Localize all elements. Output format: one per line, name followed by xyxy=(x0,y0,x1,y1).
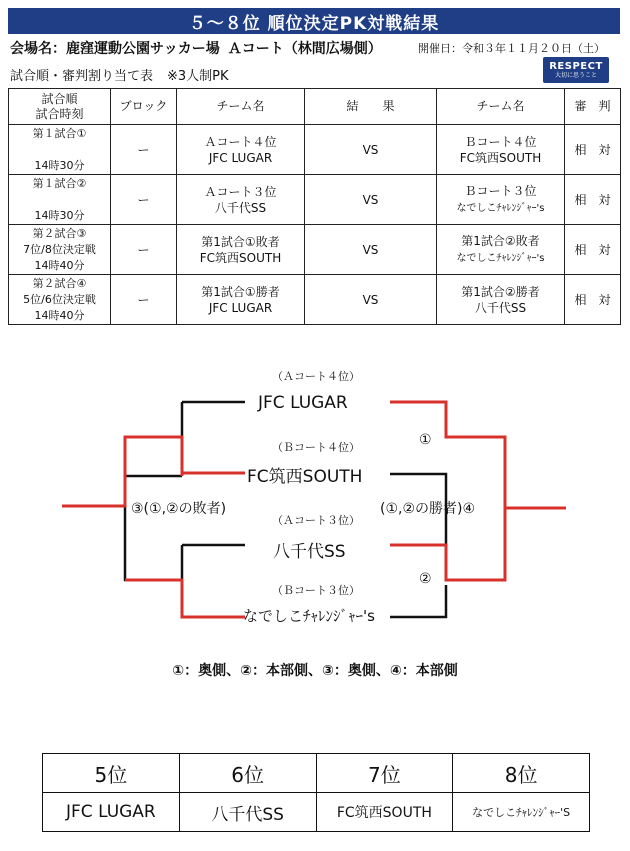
rank-8th-team: なでしこﾁｬﾚﾝｼﾞｬｰ'S xyxy=(453,793,590,832)
winner-path-nadeshiko xyxy=(125,580,245,617)
bracket-src-3: （Ａコート３位） xyxy=(272,514,360,527)
rank-7th-team: FC筑西SOUTH xyxy=(316,793,453,832)
bracket-src-1: （Ａコート４位） xyxy=(272,370,360,383)
bracket-team-3: 八千代SS xyxy=(273,542,346,562)
header-team-b: チーム名 xyxy=(437,89,565,125)
losers-match-label: ③(①,②の敗者) xyxy=(131,501,227,517)
cell-order: 第１試合① 14時30分 xyxy=(9,125,111,175)
respect-logo xyxy=(543,57,609,83)
page-title: ５～８位 順位決定PK対戦結果 xyxy=(8,8,620,34)
header-order-time: 試合順 試合時刻 xyxy=(9,89,111,125)
rank-8th: 8位 xyxy=(453,754,590,793)
match-2-marker: ② xyxy=(419,571,432,587)
cell-result: VS xyxy=(305,275,437,325)
table-row xyxy=(9,275,621,325)
rank-6th: 6位 xyxy=(179,754,316,793)
cell-order: 第２試合④ 5位/6位決定戦 14時40分 xyxy=(9,275,111,325)
winner-path-final-right xyxy=(390,402,566,508)
subtitle: 試合順・審判割り当て表 xyxy=(10,69,154,84)
winner-path-final-left xyxy=(62,437,182,506)
respect-logo-sub: 大切に思うこと xyxy=(554,71,597,79)
rank-5th-team: JFC LUGAR xyxy=(43,793,180,832)
cell-order: 第２試合③ 7位/8位決定戦 14時40分 xyxy=(9,225,111,275)
winner-path-fc-chikusei xyxy=(182,437,245,476)
cell-team-a: Ａコート４位 JFC LUGAR xyxy=(177,125,305,175)
cell-team-a: Ａコート３位 八千代SS xyxy=(177,175,305,225)
cell-team-b: Ｂコート３位 なでしこﾁｬﾚﾝｼﾞｬｰ's xyxy=(437,175,565,225)
bracket-team-2: FC筑西SOUTH xyxy=(247,467,363,487)
ranking-places-row xyxy=(43,754,590,793)
court-legend: ①：奥側、②：本部側、③：奥側、④：本部側 xyxy=(172,663,458,679)
venue-name: 会場名：鹿窪運動公園サッカー場 xyxy=(10,41,220,57)
table-row xyxy=(9,175,621,225)
winner-path-yachiyo xyxy=(390,508,505,580)
cell-referee: 相 対 xyxy=(565,225,621,275)
format-note: ※3人制PK xyxy=(167,69,229,84)
table-row xyxy=(9,125,621,175)
cell-order: 第１試合② 14時30分 xyxy=(9,175,111,225)
winners-match-label: (①,②の勝者)④ xyxy=(380,501,476,517)
cell-team-b: 第1試合②敗者 なでしこﾁｬﾚﾝｼﾞｬｰ's xyxy=(437,225,565,275)
rank-6th-team: 八千代SS xyxy=(179,793,316,832)
ranking-table xyxy=(42,753,590,832)
bracket-team-1: JFC LUGAR xyxy=(258,393,348,413)
respect-logo-main: RESPECT xyxy=(549,60,603,72)
cell-result: VS xyxy=(305,175,437,225)
venue-line xyxy=(10,38,382,58)
header-referee: 審 判 xyxy=(565,89,621,125)
table-row xyxy=(9,225,621,275)
cell-team-b: Ｂコート４位 FC筑西SOUTH xyxy=(437,125,565,175)
cell-team-a: 第1試合①敗者 FC筑西SOUTH xyxy=(177,225,305,275)
header-result: 結 果 xyxy=(305,89,437,125)
court-name: Ａコート（林間広場側） xyxy=(227,41,382,57)
event-date: 開催日：令和３年１１月２０日（土） xyxy=(418,42,605,55)
cell-block: ー xyxy=(111,225,177,275)
cell-team-a: 第1試合①勝者 JFC LUGAR xyxy=(177,275,305,325)
header-team-a: チーム名 xyxy=(177,89,305,125)
match-1-marker: ① xyxy=(419,432,432,448)
bracket-src-4: （Ｂコート３位） xyxy=(272,584,360,597)
cell-block: ー xyxy=(111,275,177,325)
cell-block: ー xyxy=(111,125,177,175)
cell-referee: 相 対 xyxy=(565,175,621,225)
cell-referee: 相 対 xyxy=(565,275,621,325)
cell-result: VS xyxy=(305,125,437,175)
ranking-teams-row xyxy=(43,793,590,832)
cell-block: ー xyxy=(111,175,177,225)
rank-7th: 7位 xyxy=(316,754,453,793)
table-header-row xyxy=(9,89,621,125)
subtitle-line xyxy=(10,65,229,84)
bracket-team-4: なでしこﾁｬﾚﾝｼﾞｬｰ's xyxy=(243,607,375,625)
cell-referee: 相 対 xyxy=(565,125,621,175)
cell-team-b: 第1試合②勝者 八千代SS xyxy=(437,275,565,325)
bracket-src-2: （Ｂコート４位） xyxy=(272,441,360,454)
header-block: ブロック xyxy=(111,89,177,125)
match-schedule-table xyxy=(8,88,621,325)
cell-result: VS xyxy=(305,225,437,275)
rank-5th: 5位 xyxy=(43,754,180,793)
